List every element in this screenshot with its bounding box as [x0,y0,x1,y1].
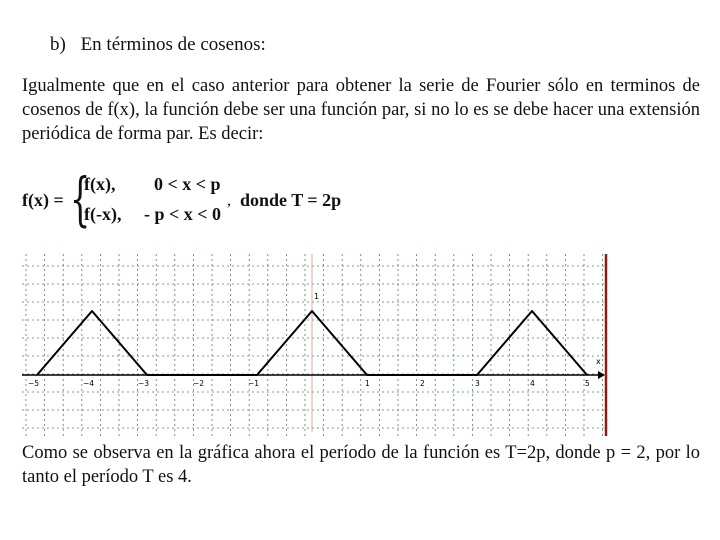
data-point [586,374,588,376]
grid-horizontal [22,266,604,428]
case2-condition: - p < x < 0 [144,204,222,224]
intro-paragraph: Igualmente que en el caso anterior para obtener la serie de Fourier sólo en terminos de cosenos de f(x), la función debe ser una función par, si no lo es se debe hacer una extensión periódica de forma par. Es decir: [22,76,700,144]
section-heading [50,34,266,56]
x-tick-label: −5 [28,379,40,388]
data-point [91,310,93,312]
x-tick-label: 1 [365,379,370,388]
x-tick-label: −1 [248,379,260,388]
x-tick-label: −4 [83,379,95,388]
data-point [36,374,38,376]
formula-comma: , [227,192,231,209]
x-tick-label: 5 [585,379,590,388]
data-point [256,374,258,376]
section-label: b) [50,34,66,55]
function-graph [0,252,720,438]
data-point [531,310,533,312]
x-tick-label: 2 [420,379,425,388]
case2-value: f(-x), [84,204,122,224]
data-point [146,374,148,376]
conclusion-paragraph: Como se observa en la gráfica ahora el período de la función es T=2p, donde p = 2, por lo tanto el período T es 4. [22,443,700,487]
y-tick-label: 1 [314,292,320,301]
case1-condition: 0 < x < p [154,174,221,194]
data-point [366,374,368,376]
x-tick-label: −3 [138,379,150,388]
x-tick-label: −2 [193,379,205,388]
x-tick-label: 4 [530,379,535,388]
data-point [311,310,313,312]
x-axis-arrow-icon [598,371,605,379]
x-tick-label: 3 [475,379,480,388]
data-point [476,374,478,376]
left-brace-icon: { [70,165,91,233]
formula-lhs: f(x) = [22,190,64,210]
piecewise-formula [22,165,522,234]
x-axis-label: x [596,357,601,366]
case1-value: f(x), [84,174,116,194]
x-tick-labels [28,379,590,388]
period-definition: donde T = 2p [240,190,342,210]
grid-vertical [26,254,603,436]
section-title: En términos de cosenos: [80,34,266,55]
